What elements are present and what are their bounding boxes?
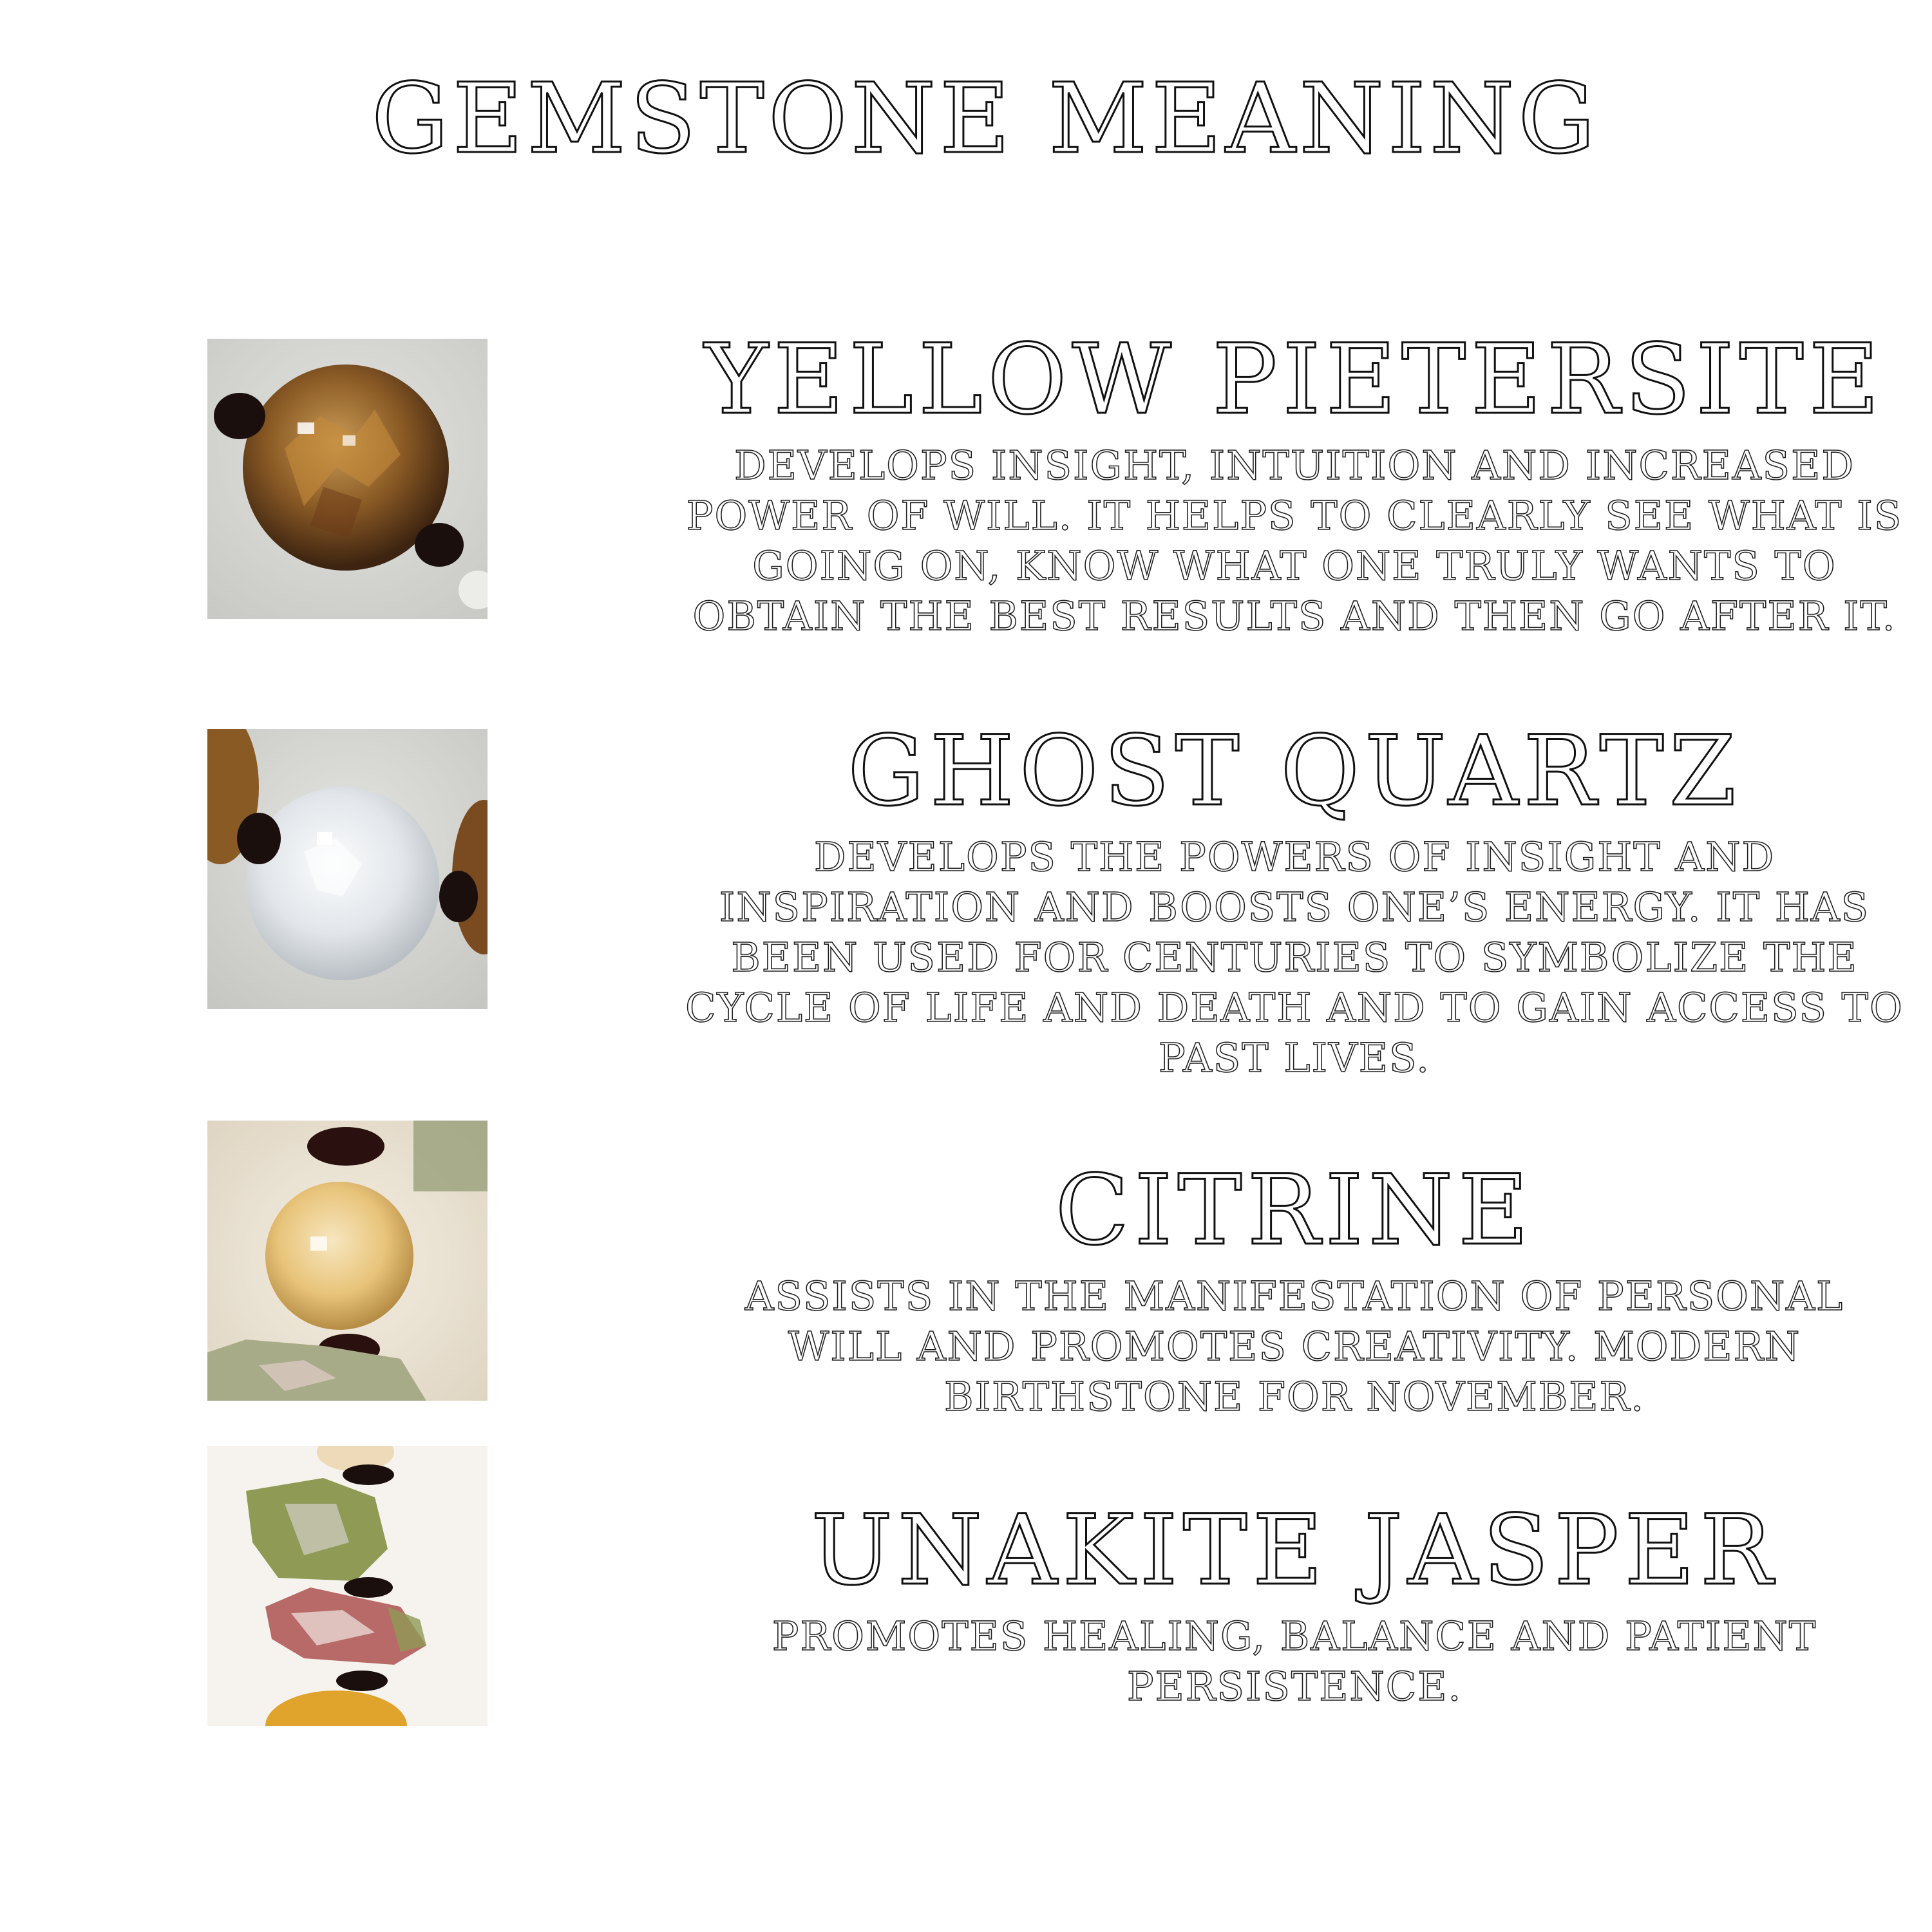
ghost-quartz-bead-image <box>207 729 488 1009</box>
ghost-quartz-photo <box>207 729 488 1009</box>
yellow-pietersite-section <box>670 324 1919 641</box>
yellow-pietersite-bead-image <box>207 339 488 619</box>
ghost-quartz-section <box>670 715 1919 1083</box>
stone-description: ASSISTS IN THE MANIFESTATION OF PERSONAL WILL AND PROMOTES CREATIVITY. MODERN BIRTHSTONE FOR NOVEMBER. <box>744 1273 1844 1420</box>
stone-description: DEVELOPS THE POWERS OF INSIGHT AND INSPIRATION AND BOOSTS ONE’S ENERGY. IT HAS BEEN USED FOR CENTURIES TO SYMBOLIZE THE CYCLE OF LIFE AND DEATH AND TO GAIN ACCESS TO PAST LIVES. <box>685 833 1904 1081</box>
unakite-jasper-photo <box>207 1446 488 1726</box>
page-title: GEMSTONE MEANING <box>371 63 1600 175</box>
stone-name: UNAKITE JASPER <box>811 1495 1778 1607</box>
unakite-jasper-section <box>670 1495 1919 1712</box>
stone-name: YELLOW PIETERSITE <box>704 324 1885 436</box>
unakite-jasper-chip-image <box>207 1446 488 1726</box>
citrine-section <box>670 1155 1919 1422</box>
stone-description: PROMOTES HEALING, BALANCE AND PATIENT PERSISTENCE. <box>772 1613 1817 1710</box>
citrine-bead-image <box>207 1121 488 1401</box>
stone-description: DEVELOPS INSIGHT, INTUITION AND INCREASED POWER OF WILL. IT HELPS TO CLEARLY SEE WHAT IS GOING ON, KNOW WHAT ONE TRULY WANTS TO OBTAIN THE BEST RESULTS AND THEN GO AFTER IT. <box>686 442 1903 639</box>
yellow-pietersite-photo <box>207 339 488 619</box>
citrine-photo <box>207 1121 488 1401</box>
stone-name: GHOST QUARTZ <box>848 715 1741 828</box>
stone-name: CITRINE <box>1055 1155 1534 1267</box>
